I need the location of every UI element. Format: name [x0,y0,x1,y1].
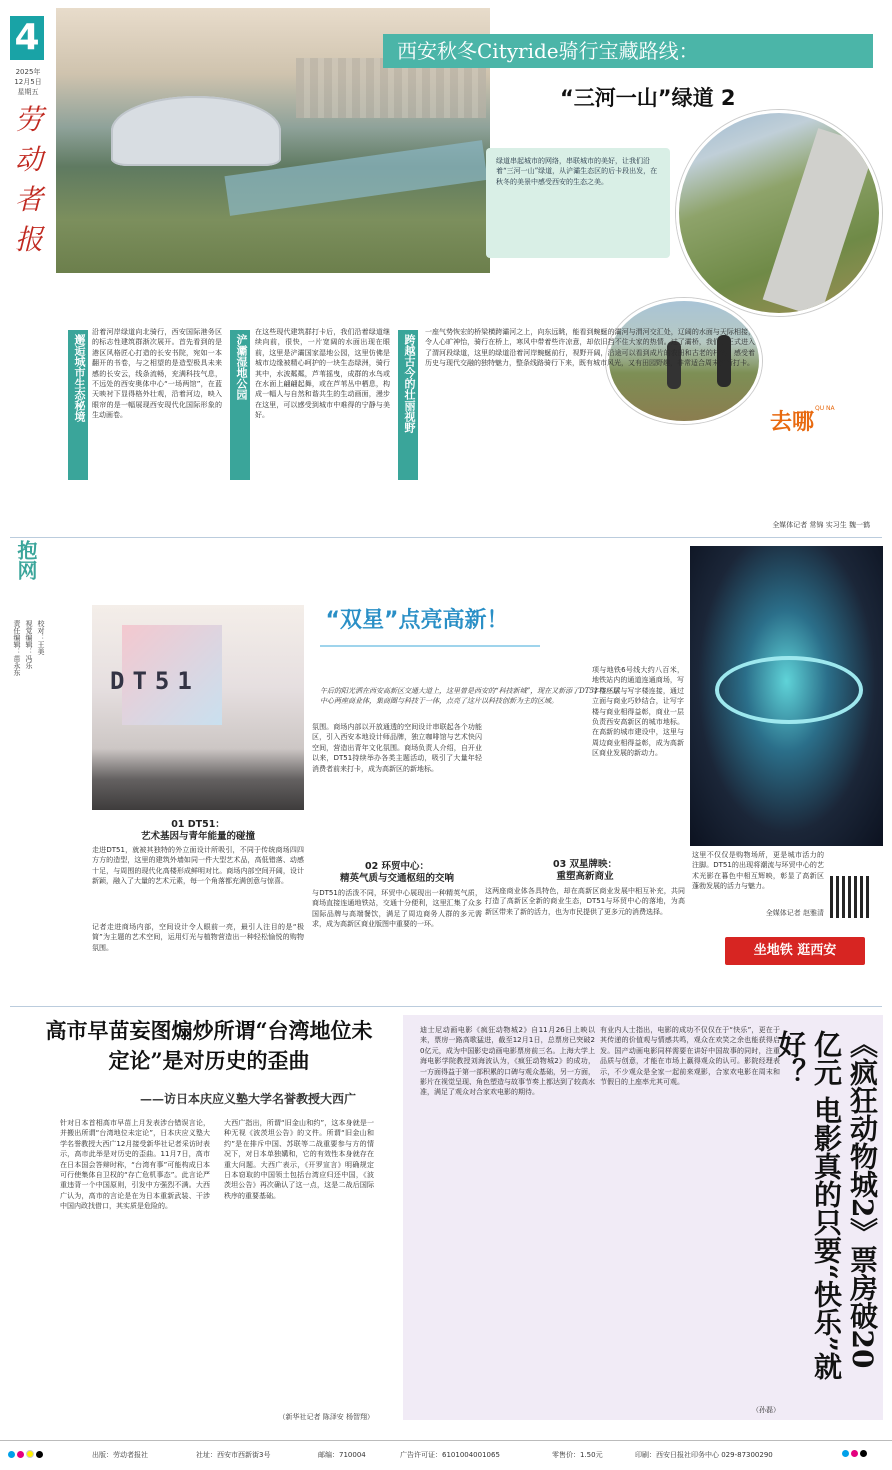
quna-logo [770,405,860,441]
section2-side-label [12,540,46,600]
section2-right-credit: 全媒体记者 赵雅清 [765,909,824,917]
section-divider-2 [10,1006,882,1007]
sub2-title: 02 环贸中心： [364,861,430,872]
footer-printer: 印刷：西安日报社印务中心 029-87300290 [635,1451,773,1459]
sub2-subtitle: 精英气质与交通枢纽的交响 [339,873,454,884]
dt51-photo [92,605,304,810]
section3-title: 高市早苗妄图煽炒所谓“台湾地位未定论”是对历史的歪曲 [45,1018,373,1073]
section4-col2: 有业内人士指出，电影的成功不仅仅在于“快乐”，更在于其传递的价值观与情感共鸣，观众在欢笑之余也能获得启发。国产动画电影同样需要在讲好中国故事的同时，注重品质与创意，才能在市场上赢得观众的认可。影院经理表示，不少观众是全家一起前来观影，合家欢电影在周末和节假日的上座率尤其可观。 [600,1026,780,1087]
sub2-text: 与DT51的活泼不同，环贸中心展现出一种精英气质，商场直接连通地铁站，交通十分便利，这里汇集了众多国际品牌与高端餐饮，满足了周边商务人群的多元需求，成为高新区商业版图中重要的一环。 [312,889,482,929]
section2-title: “双星”点亮高新！ [325,608,509,633]
column1-heading: 邂逅城市生态秘境 [68,330,88,480]
section4-col1: 迪士尼动画电影《疯狂动物城2》自11月26日上映以来，票房一路高歌猛进，截至12月1日，总票房已突破20亿元，成为中国影史动画电影票房前三名。上海大学上海电影学院教授刘海波认为，《疯狂动物城2》的成功，一方面得益于第一部积累的口碑与观众基础，另一方面，影片在视觉呈现、角色塑造与故事节奏上都达到了较高水准，满足了观众对合家欢电影的期待。 [420,1026,595,1097]
date-weekday: 星期五 [17,88,39,96]
section2-mid-text: 氛围。商场内部以开放通透的空间设计串联起各个功能区，引入西安本地设计师品牌，独立咖啡馆与艺术快闪空间，营造出青年文化氛围。商场负责人介绍，自开业以来，DT51持续举办各类主题活动，吸引了大量年轻消费者前来打卡，成为高新区的新地标。 [312,723,482,773]
section4-credit: （孙磊） [752,1406,780,1414]
sub3-text: 这两座商业体各具特色，却在高新区商业发展中相互补充，共同打造了高新区全新的商业生态，DT51与环贸中心的落地，为高新区带来了新的活力，也为市民提供了更多元的消费选择。 [485,887,685,916]
footer-price: 零售价：1.50元 [552,1451,603,1459]
qr-code[interactable] [830,876,872,918]
editor-credit-2: 视觉编辑：冯乐 [25,620,33,669]
section3-credit: （新华社记者 陈泽安 杨智翔） [278,1413,374,1421]
date-year: 2025年 [15,68,41,76]
section2-right-caption: 这里不仅仅是购物场所，更是城市活力的注脚。DT51的出现将潮流与环贸中心的艺术光影在暮色中相互辉映，彰显了高新区蓬勃发展的活力与魅力。 [692,851,824,891]
section1-intro: 绿道串起城市的网络，串联城市的美好，让我们沿着“三河一山”绿道，从浐灞生态区的后卡段出发，在秋冬的美景中感受西安的生态之美。 [486,148,670,258]
color-dots-left [8,1450,45,1460]
color-dot-yellow [26,1450,34,1458]
greenway-photo-circle [676,110,882,316]
section2-lead: 午后的阳光洒在西安高新区交通大道上，这里曾是西安的“科技新城”，现在又新添了DT51与环球中心两座商业体，集商圈与科技于一体，点亮了这片以科技创新为主的区域。 [320,687,620,706]
section1-title: 西安秋冬Cityride骑行宝藏路线： [397,39,699,63]
quna-logo-text: 去哪 [770,409,815,435]
section3-col2: 大西广指出，所谓“旧金山和约”，这本身就是一种无视《波茨坦公告》的文件。所谓“旧金山和约”是在排斥中国、苏联等二战重要参与方的情况下，对日本单独媾和，它的有效性本身就存在重大问题。大西广表示，《开罗宣言》明确规定日本窃取的中国领土包括台湾应归还中国，《波茨坦公告》再次确认了这一点，这是二战后国际秩序的重要基础。 [224,1119,374,1200]
footer-publisher: 出版：劳动者报社 [92,1451,148,1459]
sub3-subtitle: 重塑高新商业 [556,871,614,882]
footer-postcode: 邮编：710004 [318,1451,366,1459]
section2-side-label-text: 抱网 [14,540,38,580]
color-dots-right [842,1450,869,1459]
column3-text: 一座气势恢宏的桥梁横跨灞河之上，向东远眺，能看到蜿蜒的灞河与渭河交汇处，辽阔的水面与天际相接，令人心旷神怡，骑行在桥上，寒风中带着些许凉意，却依旧挡不住大家的热情。过了灞桥，我们便正式进入了渭河段绿道，这里的绿道沿着河岸蜿蜒前行，视野开阔，沿途可以看到成片的农田和古老的村落，感受着历史与现代交融的独特魅力，整条线路骑行下来，既有城市风光，又有田园野趣，非常适合周末骑行打卡。 [425,328,755,368]
masthead-logo: 劳动者报 [14,103,43,256]
sub1-text-2: 记者走进商场内部，空间设计令人眼前一亮，最引人注目的是“极简”为主题的艺术空间，运用灯光与植物营造出一种轻松愉悦的购物氛围。 [92,923,304,952]
dt51-sign: DT51 [110,667,200,695]
page-footer [0,1440,892,1470]
color-dot-cyan [8,1451,15,1458]
footer-license: 广告许可证：6101004001065 [400,1451,500,1459]
section1-subtitle: “三河一山”绿道 2 [560,86,736,110]
mall-interior-photo [690,546,883,846]
column1-text: 沿着河岸绿道向北骑行，西安国际港务区的标志性建筑群渐次展开。首先看到的是港区风格匠心打造的长安书院，宛如一本翻开的书卷，与之相望的是造型极具未来感的长安云，线条流畅，充满科技气息，不远处的西安奥体中心“一场两馆”，在蓝天映衬下显得格外壮观，沿着河边，映入眼帘的是一幅展现西安现代化国际形象的生动画卷。 [92,328,222,420]
mall-ring [715,656,863,724]
editor-credit-3: 校对：王美 [37,620,45,655]
color-dot-magenta-r [851,1450,858,1457]
date-monthday: 12月5日 [14,78,42,86]
section2-title-line [320,645,540,647]
section2-right-text: 项与地铁6号线大约八百米，地铁站内的通道连通商场，写字楼三层与写字楼连接，通过立面与商业巧妙结合，让写字楼与商业相得益彰，商业一层负责西安高新区的城市地标。在高新的城市建设中，这里与周边商业相得益彰，成为高新区商业发展的新动力。 [592,666,684,758]
sub1-subtitle: 艺术基因与青年能量的碰撞 [140,831,255,842]
column2-text: 在这些现代建筑群打卡后，我们沿着绿道继续向前，很快，一片宽阔的水面出现在眼前，这里是浐灞国家湿地公园，这里仿佛是城市边缘被精心呵护的一块生态绿洲，骑行其中，水波粼粼，芦苇摇曳，成群的水鸟或在水面上翩翩起舞，或在芦苇丛中栖息，构成一幅人与自然和谐共生的生动画面，漫步在这里，可以感受到城市中难得的宁静与美好。 [255,328,390,420]
section1-credit: 全媒体记者 常锦 实习生 魏一鹤 [772,521,870,529]
section3-col1: 针对日本首相高市早苗上月发表涉台错误言论，并搬出所谓“台湾地位未定论”，日本庆应义塾大学名誉教授大西广12月接受新华社记者采访时表示，高市此举是对历史的歪曲。11月7日，高市在日本国会答辩时称，“台湾有事”可能构成日本可行使集体自卫权的“存亡危机事态”。此言论严重违背一个中国原则，引发中方强烈不满。大西广认为，高市的言论是在为日本重新武装、干涉中国内政找借口，其实质是危险的。 [60,1119,210,1211]
section-divider-1 [10,537,882,538]
issue-date [8,67,48,97]
section3-subtitle: ——访日本庆应义塾大学名誉教授大西广 [140,1092,357,1106]
editor-credit-1: 责任编辑：苗永东 [13,620,21,676]
sub1-title: 01 DT51： [171,819,225,830]
column2-heading: 浐灞湿地公园 [230,330,250,480]
bridge-shape [763,128,876,316]
page-number: 4 [10,16,44,60]
color-dot-black [36,1451,43,1458]
section4-title: 《疯狂动物城2》票房破20亿元 电影真的只要“快乐”就好？ [774,1030,879,1380]
quna-logo-small: QU NA [815,405,835,412]
color-dot-cyan-r [842,1450,849,1457]
color-dot-black-r [860,1450,867,1457]
metro-badge: 坐地铁 逛西安 [725,937,865,965]
stadium-shape [111,96,281,166]
sub1-text: 走进DT51，就被其独特的外立面设计所吸引，不同于传统商场四四方方的造型，这里的建筑外墙如同一件大型艺术品，高低错落、动感十足，与周围的现代化高楼形成鲜明对比。商场内部空间开阔，设计新颖，融入了大量的艺术元素，每一个角落都充满创意与惊喜。 [92,846,304,886]
footer-address: 社址：西安市西新街3号 [196,1451,271,1459]
sub3-title: 03 双星牌映： [552,859,618,870]
column3-heading: 跨越古今的壮丽视野 [398,330,418,480]
color-dot-magenta [17,1451,24,1458]
